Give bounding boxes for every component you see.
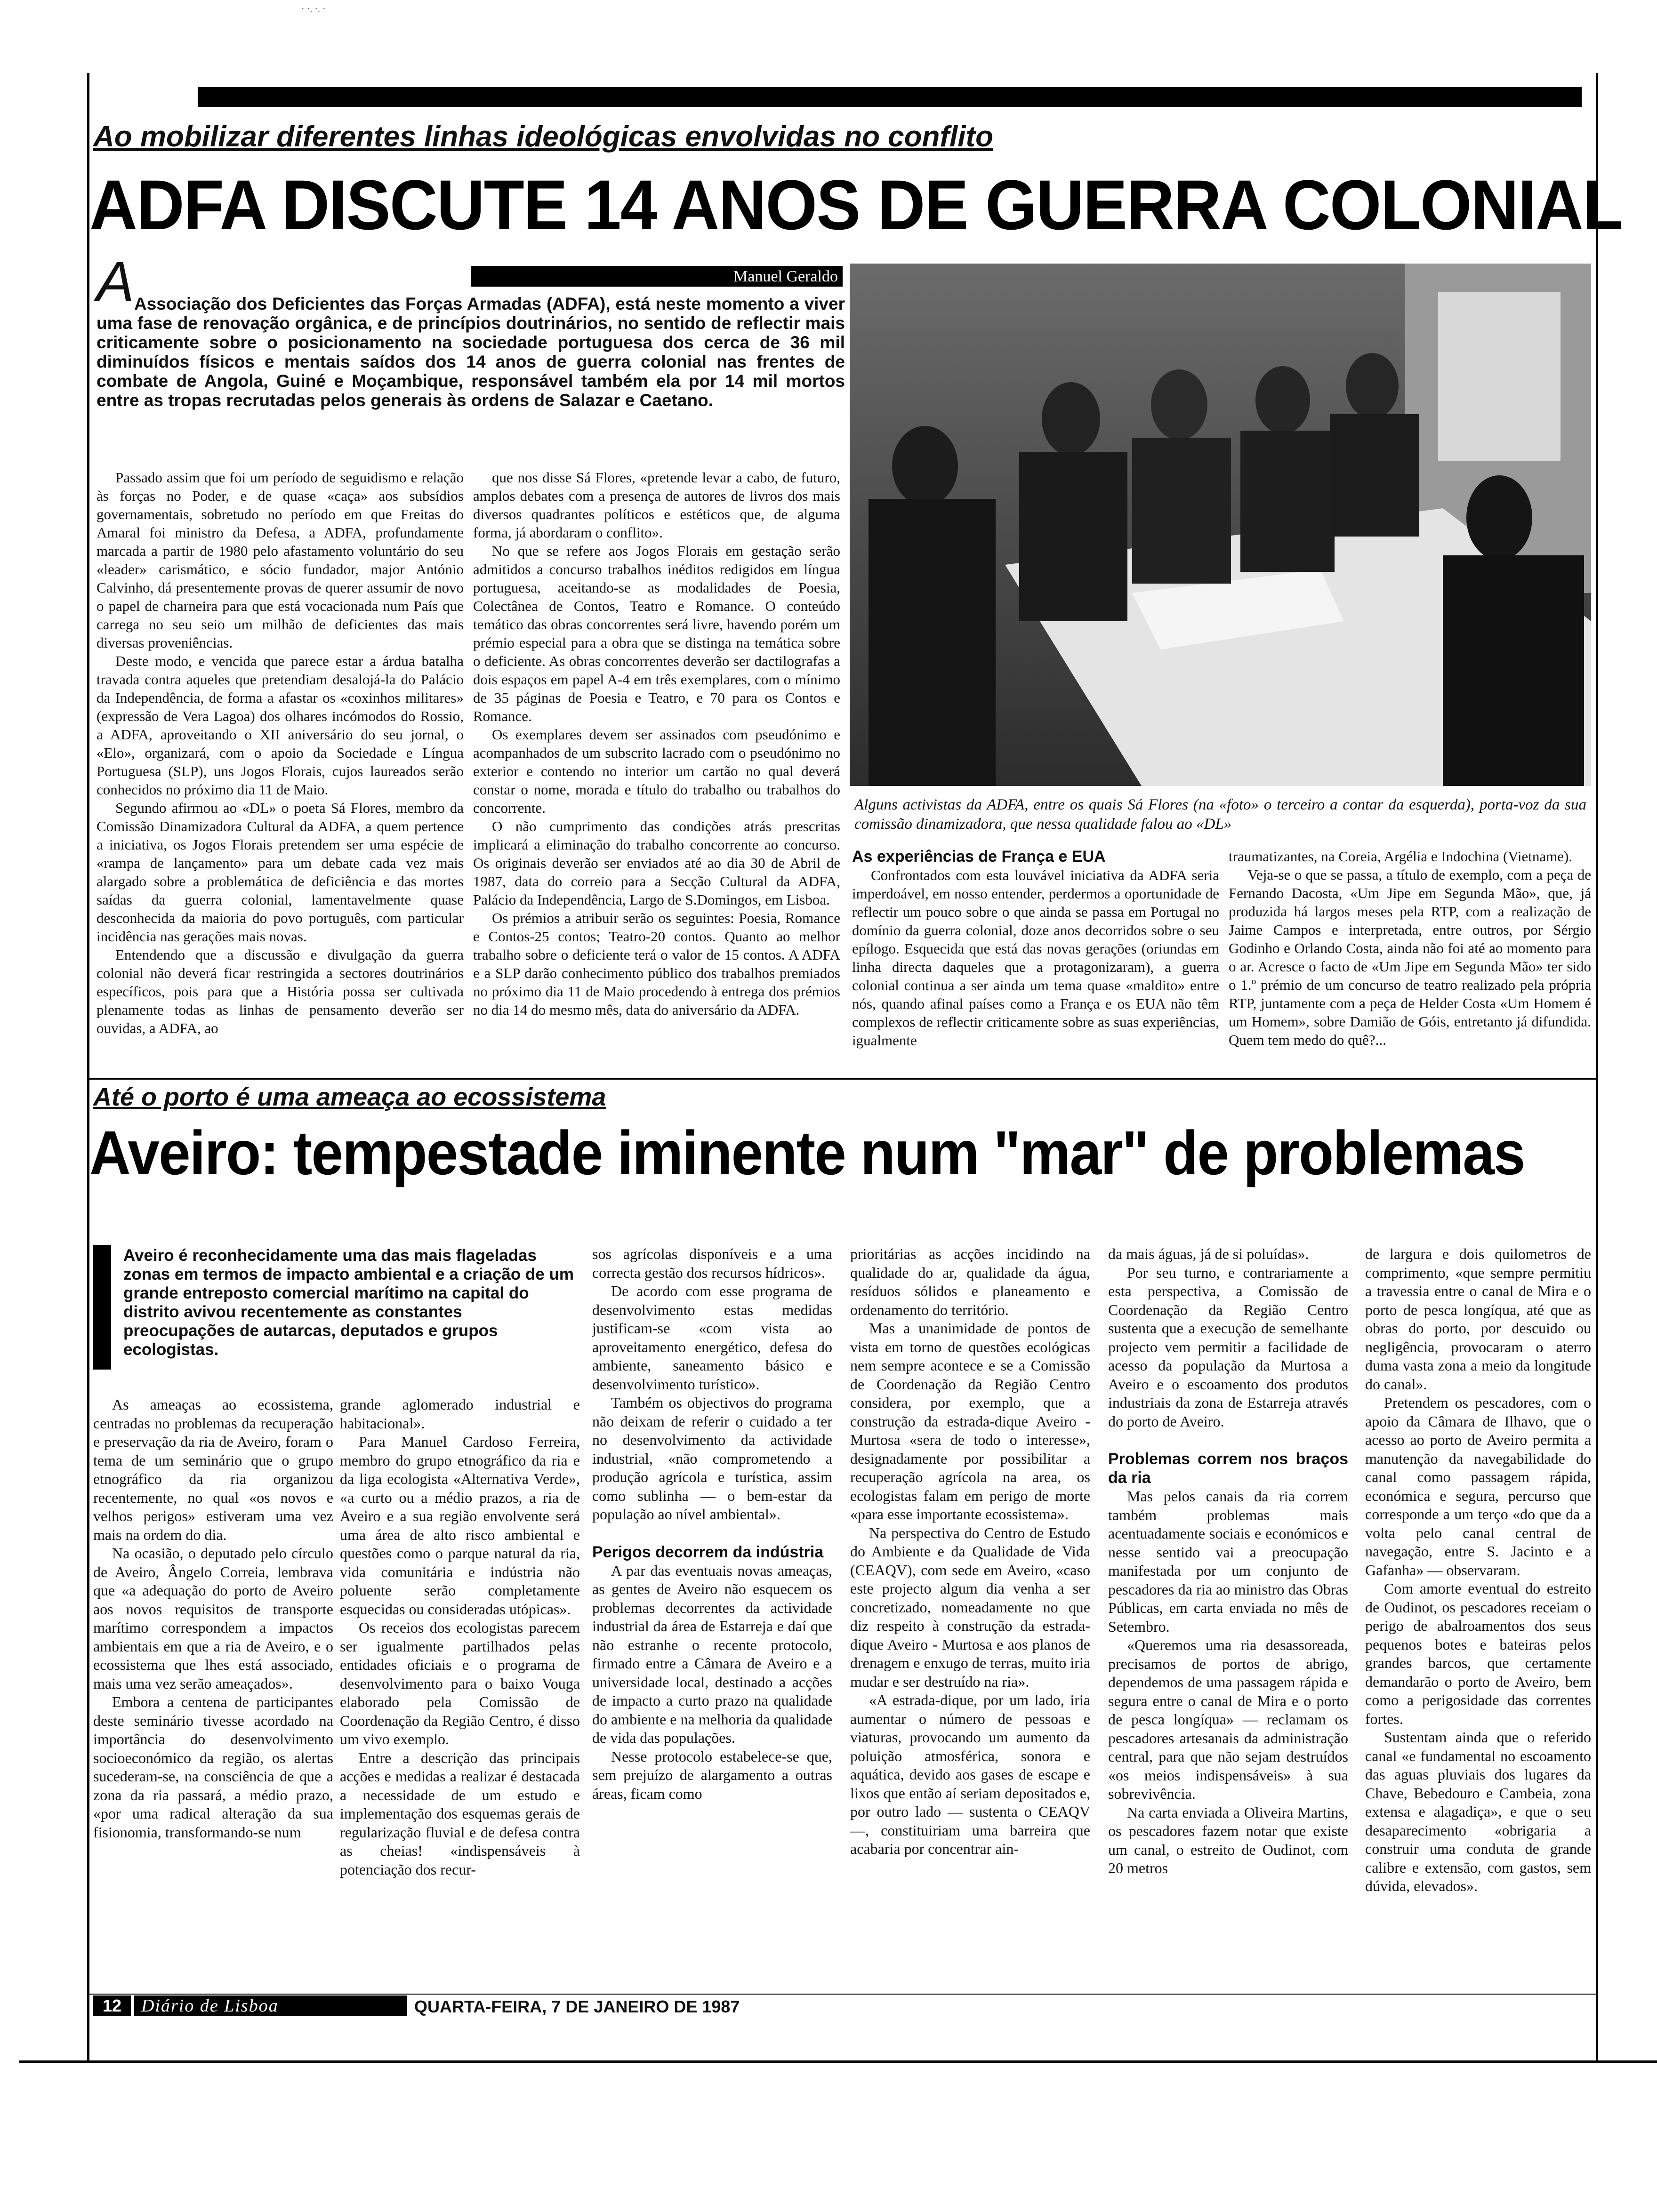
top-banner-bar	[198, 87, 1582, 107]
byline: Manuel Geraldo	[733, 268, 838, 285]
paragraph: Na carta enviada a Oliveira Martins, os pescadores fazem notar que existe um canal, o estreito de Oudinot, com 20 metros	[1108, 1803, 1348, 1876]
subheading-experiencias: As experiências de França e EUA	[852, 848, 1106, 866]
top-column-1	[97, 468, 464, 1071]
subheading-problemas: Problemas correm nos braços da ria	[1108, 1450, 1348, 1487]
paragraph: Na perspectiva do Centro de Estudo do Ambiente e da Qualidade de Vida (CEAQV), com sede em Aveiro, «caso este projecto algum dia venha a ser concretizado, nomeadamente no que diz respeito à construção da estrada-dique Aveiro - Murtosa e aos planos de drenagem e enxugo de terras, muito iria mudar e ser destruído na ria».	[850, 1524, 1090, 1690]
paragraph: Mas pelos canais da ria correm também problemas mais acentuadamente sociais e económicos e nesse sentido vai a preocupação manifestada por um conjunto de pescadores da ria ao ministro das Obras Públicas, em carta enviada no mês de Setembro.	[1108, 1488, 1348, 1635]
bottom-column-3	[592, 1245, 832, 1991]
photo-illustration	[850, 264, 1591, 786]
paragraph: Por seu turno, e contrariamente a esta perspectiva, a Comissão de Coordenação da Região Centro sustenta que a execução de semelhante projecto vem permitir a facilidade de acesso da população da Murtosa a Aveiro e o escoamento dos produtos industriais da zona de Estarreja através do porto de Aveiro.	[1108, 1264, 1348, 1430]
bottom-column-5	[1108, 1245, 1348, 1991]
paragraph: Com amorte eventual do estreito de Oudinot, os pescadores receiam o perigo de abalroamentos dos seus pequenos botes e bateiras pelos grandes barcos, que certamente demandarão o porto de Aveiro, bem como a perigosidade das correntes fortes.	[1365, 1580, 1591, 1727]
paragraph: traumatizantes, na Coreia, Argélia e Indochina (Vietname).	[1229, 848, 1573, 865]
paragraph: sos agrícolas disponíveis e a uma correcta gestão dos recursos hídricos».	[592, 1245, 832, 1281]
bottom-headline: Aveiro: tempestade iminente num "mar" de problemas	[89, 1118, 1525, 1187]
bottom-column-4	[850, 1245, 1090, 1991]
top-kicker: Ao mobilizar diferentes linhas ideológicas envolvidas no conflito	[93, 120, 994, 153]
top-column-2	[473, 468, 840, 1071]
bottom-column-2	[340, 1395, 580, 1991]
frame-right	[1596, 73, 1598, 2061]
top-column-4	[1229, 847, 1591, 1073]
paragraph: Entre a descrição das principais acções e medidas a realizar é destacada a necessidade de um estudo e implementação dos esquemas gerais de regularização fluvial e de defesa contra as cheias! «indispensáveis à potenciação dos recur-	[340, 1749, 580, 1878]
paragraph: Os prémios a atribuir serão os seguintes: Poesia, Romance e Contos-25 contos; Teatro-20 contos. Quanto ao melhor trabalho sobre o deficiente terá o valor de 15 contos. A ADFA e a SLP darão conhecimento público dos trabalhos premiados no próximo dia 11 de Maio procedendo à entrega dos prémios no dia 14 do mesmo mês, data do aniversário da ADFA.	[473, 910, 840, 1018]
top-dropcap: A	[97, 250, 135, 313]
adfa-photo	[850, 264, 1591, 786]
paragraph: Confrontados com esta louvável iniciativa da ADFA seria imperdoável, em nosso entender, perdermos a oportunidade de reflectir um pouco sobre o que ainda se passa em Portugal no domínio da guerra colonial, doze anos decorridos sobre o seu epílogo. Esquecida que está das novas gerações (oriundas em linha directa daqueles que a protagonizaram), a guerra colonial continua a ser ainda um tema quase «maldito» entre nós, quando afinal países como a França e os EUA não têm complexos de reflectir criticamente sobre as suas experiências, igualmente	[852, 867, 1219, 1049]
bottom-lead: Aveiro é reconhecidamente uma das mais flageladas zonas em termos de impacto ambiental e a criação de um grande entreposto comercial marítimo na capital do distrito avivou recentemente as constantes preocupações de autarcas, deputados e grupos ecologistas.	[123, 1246, 574, 1359]
paragraph: Os receios dos ecologistas parecem ser igualmente partilhados pelas entidades oficiais e o programa de desenvolvimento para o baixo Vouga elaborado pela Comissão de Coordenação da Região Centro, é disso um vivo exemplo.	[340, 1619, 580, 1747]
issue-date: QUARTA-FEIRA, 7 DE JANEIRO DE 1987	[414, 1997, 740, 2016]
paragraph: que nos disse Sá Flores, «pretende levar a cabo, de futuro, amplos debates com a presença de autores de livros dos mais diversos quadrantes políticos e estéticos que, de alguma forma, já abordaram o conflito».	[473, 469, 840, 541]
paragraph: Pretendem os pescadores, com o apoio da Câmara de Ilhavo, que o acesso ao porto de Aveiro permita a manutenção da navegabilidade do canal como passagem rápida, económica e segura, percurso que corresponde a um terço «do que da a volta pelo canal central de navegação, entre S. Jacinto e a Gafanha» — observaram.	[1365, 1394, 1591, 1579]
paragraph: Passado assim que foi um período de seguidismo e relação às forças no Poder, e de quase «caça» aos subsídios governamentais, sobretudo no período em que Freitas do Amaral foi ministro da Defesa, a ADFA, profundamente marcada a partir de 1980 pelo afastamento voluntário do seu «leader» carismático, e sócio fundador, major António Calvinho, dá presentemente provas de querer assumir de novo o papel de charneira para que está vocacionada num País que carrega no seu seio um milhão de deficientes das mais diversas proveniências.	[97, 469, 464, 651]
top-column-3	[852, 847, 1219, 1073]
bottom-column-1	[93, 1395, 333, 1991]
paragraph: Os exemplares devem ser assinados com pseudónimo e acompanhados de um subscrito lacrado com o pseudónimo no exterior e contendo no interior um cartão no qual deverá constar o nome, morada e título do trabalho ou trabalhos do concorrente.	[473, 726, 840, 816]
paragraph: da mais águas, já de si poluídas».	[1108, 1245, 1309, 1262]
paragraph: O não cumprimento das condições atrás prescritas implicará a eliminação do trabalho concorrente ao concurso. Os originais deverão ser enviados até ao dia 30 de Abril de 1987, data do correio para a Secção Cultural da ADFA, Palácio da Independência, Largo de S.Domingos, em Lisboa.	[473, 818, 840, 908]
top-lead: Associação dos Deficientes das Forças Armadas (ADFA), está neste momento a viver uma fase de renovação orgânica, e de princípios doutrinários, no sentido de reflectir mais criticamente sobre o posicionamento na sociedade portuguesa dos cerca de 36 mil diminuídos físicos e mentais saídos dos 14 anos de guerra colonial nas frentes de combate de Angola, Guiné e Moçambique, responsável também ela por 14 mil mortos entre as tropas recrutadas pelos generais às ordens de Salazar e Caetano.	[97, 294, 845, 410]
paragraph: Veja-se o que se passa, a título de exemplo, com a peça de Fernando Dacosta, «Um Jipe em Segunda Mão», que, já produzida há largos meses pela RTP, com a realização de Jaime Campos e interpretada, entre outros, por Sérgio Godinho e Orlando Costa, ainda não foi até ao momento para o ar. Acresce o facto de «Um Jipe em Segunda Mão» ter sido o 1.º prémio de um concurso de teatro realizado pela própria RTP, juntamente com a peça de Helder Costa «Um Homem é um Homem», sobre Damião de Góis, entretanto já difundida. Quem tem medo do quê?...	[1229, 866, 1591, 1048]
paragraph: Deste modo, e vencida que parece estar a árdua batalha travada contra aqueles que pretendiam desalojá-la do Palácio da Independência, de forma a afastar os «coxinhos militares» (expressão de Vera Lagoa) dos olhares incómodos do Rossio, a ADFA, aproveitando o XII aniversário do seu jornal, o «Elo», organizará, com o apoio da Sociedade e Língua Portuguesa (SLP), uns Jogos Florais, cujos laureados serão conhecidos no próximo dia 11 de Maio.	[97, 653, 464, 798]
paragraph: De acordo com esse programa de desenvolvimento estas medidas justificam-se «com vista ao aproveitamento energético, defesa do ambiente, saneamento básico e desenvolvimento turístico».	[592, 1282, 832, 1393]
subheading-perigos: Perigos decorrem da indústria	[592, 1543, 824, 1561]
paragraph: No que se refere aos Jogos Florais em gestação serão admitidos a concurso trabalhos inéditos redigidos em língua portuguesa, aceitando-se as modalidades de Poesia, Colectânea de Contos, Teatro e Romance. O conteúdo temático das obras concorrentes será livre, havendo porém um prémio especial para a obra que se distinga na temática sobre o deficiente. As obras concorrentes deverão ser dactilografas a dois espaços em papel A-4 em três exemplares, com o mínimo de 35 páginas de Poesia e Teatro, e 70 para os Contos e Romance.	[473, 543, 840, 724]
frame-left	[87, 73, 89, 2061]
paragraph: Embora a centena de participantes deste seminário tivesse acordado na importância do desenvolvimento socioeconómico da região, os alertas sucederam-se, na consciência de que a zona da ria passará, a médio prazo, «por uma radical alteração da sua fisionomia, transformando-se num	[93, 1693, 333, 1841]
print-marks: · ·. ·. ·	[301, 4, 326, 14]
paragraph: Também os objectivos do programa não deixam de referir o cuidado a ter no desenvolvimento da actividade industrial, «não comprometendo a produção agrícola e turística, assim como sublinha — o bem-estar da população ao nível ambiental».	[592, 1394, 832, 1523]
paragraph: A par das eventuais novas ameaças, as gentes de Aveiro não esquecem os problemas decorrentes da actividade industrial da área de Estarreja e daí que não estranhe o recente protocolo, firmado entre a Câmara de Aveiro e a universidade local, destinado a acções de impacto a curto prazo na qualidade do ambiente e na melhoria da qualidade de vida das populações.	[592, 1562, 832, 1746]
paragraph: As ameaças ao ecossistema, centradas no problemas da recuperação e preservação da ria de Aveiro, foram o tema de um seminário que o grupo etnográfico da ria organizou recentemente, no qual «os novos e velhos perigos» estiveram uma vez mais na ordem do dia.	[93, 1396, 333, 1543]
masthead: Diário de Lisboa	[141, 1996, 279, 2016]
photo-caption: Alguns activistas da ADFA, entre os quais Sá Flores (na «foto» o terceiro a contar da esquerda), porta-voz da sua comissão dinamizadora, que nessa qualidade falou ao «DL»	[854, 796, 1586, 833]
paragraph: Nesse protocolo estabelece-se que, sem prejuízo de alargamento a outras áreas, ficam como	[592, 1747, 832, 1802]
paragraph: prioritárias as acções incidindo na qualidade do ar, qualidade da água, resíduos sólidos e planeamento e ordenamento do território.	[850, 1245, 1090, 1318]
paragraph: «A estrada-dique, por um lado, iria aumentar o número de pessoas e viaturas, provocando um aumento da poluição atmosférica, sonora e aquática, devido aos gases de escape e lixos que então aí seriam depositados e, por outro lado — sustenta o CEAQV —, constituiriam uma barreira que acabaria por concentrar ain-	[850, 1691, 1090, 1857]
frame-bottom	[19, 2060, 1657, 2063]
paragraph: «Queremos uma ria desassoreada, precisamos de portos de abrigo, dependemos de uma passagem rápida e segura entre o canal de Mira e o porto de pesca longíqua» — reclamam os pescadores artesanais da administração central, para que não sejam destruídos «os meios indispensáveis» à sua sobrevivência.	[1108, 1636, 1348, 1802]
paragraph: Mas a unanimidade de pontos de vista em torno de questões ecológicas nem sempre acontece e se a Comissão de Coordenação da Região Centro considera, por exemplo, que a construção da estrada-dique Aveiro - Murtosa «sera de todo o interesse», designadamente por possibilitar a recuperação agrícola na area, os ecologistas falam em perigo de morte «para esse importante ecossistema».	[850, 1320, 1090, 1523]
article-divider	[87, 1078, 1598, 1080]
paragraph: Para Manuel Cardoso Ferreira, membro do grupo etnográfico da ria e da liga ecologista «Alternativa Verde», «a curto ou a médio prazos, a ria de Aveiro e a sua região envolvente será uma área de alto risco ambiental e questões como o parque natural da ria, vida comunitária e indústria não poluente serão completamente esquecidas ou consideradas utópicas».	[340, 1433, 580, 1618]
paragraph: Entendendo que a discussão e divulgação da guerra colonial não deverá ficar restringida a sectores doutrinários específicos, pois para que a História possa ser cultivada plenamente todas as linhas de pensamento deverão ser ouvidas, a ADFA, ao	[97, 946, 464, 1036]
paragraph: Segundo afirmou ao «DL» o poeta Sá Flores, membro da Comissão Dinamizadora Cultural da ADFA, a quem pertence a iniciativa, os Jogos Florais pretendem ser uma espécie de «rampa de lançamento» para um debate cada vez mais alargado sobre a problemática de deficiência e das mortes saídas da guerra colonial, lamentavelmente quase desconhecida da maioria do povo português, com particular incidência nas gerações mais novas.	[97, 800, 464, 945]
bottom-lead-bar	[93, 1245, 111, 1370]
top-headline: ADFA DISCUTE 14 ANOS DE GUERRA COLONIAL	[89, 165, 1623, 244]
page-number: 12	[102, 1996, 122, 2015]
paragraph: Sustentam ainda que o referido canal «e fundamental no escoamento das aguas pluviais dos lugares da Chave, Bebedouro e Cambeia, zona extensa e alagadiça», e que o seu desaparecimento «obrigaria a construir uma conduta de grande calibre e extensão, com gastos, sem dúvida, elevados».	[1365, 1729, 1591, 1894]
frame-bottom-inner	[87, 1994, 1598, 1995]
paragraph: Na ocasião, o deputado pelo círculo de Aveiro, Ângelo Correia, lembrava que «a adequação do porto de Aveiro aos novos requisitos de transporte marítimo correspondem a impactos ambientais em que a ria de Aveiro, e o ecossistema que lhes está associado, mais uma vez serão ameaçados».	[93, 1545, 333, 1692]
bottom-column-6	[1365, 1245, 1591, 1991]
paragraph: de largura e dois quilometros de comprimento, «que sempre permitiu a travessia entre o canal de Mira e o porto de pesca longíqua, até que as obras do porto, por descuido ou negligência, provocaram o aterro duma vasta zona a meio da longitude do canal».	[1365, 1245, 1591, 1393]
paragraph: grande aglomerado industrial e habitacional».	[340, 1396, 580, 1432]
bottom-kicker: Até o porto é uma ameaça ao ecossistema	[93, 1083, 606, 1111]
